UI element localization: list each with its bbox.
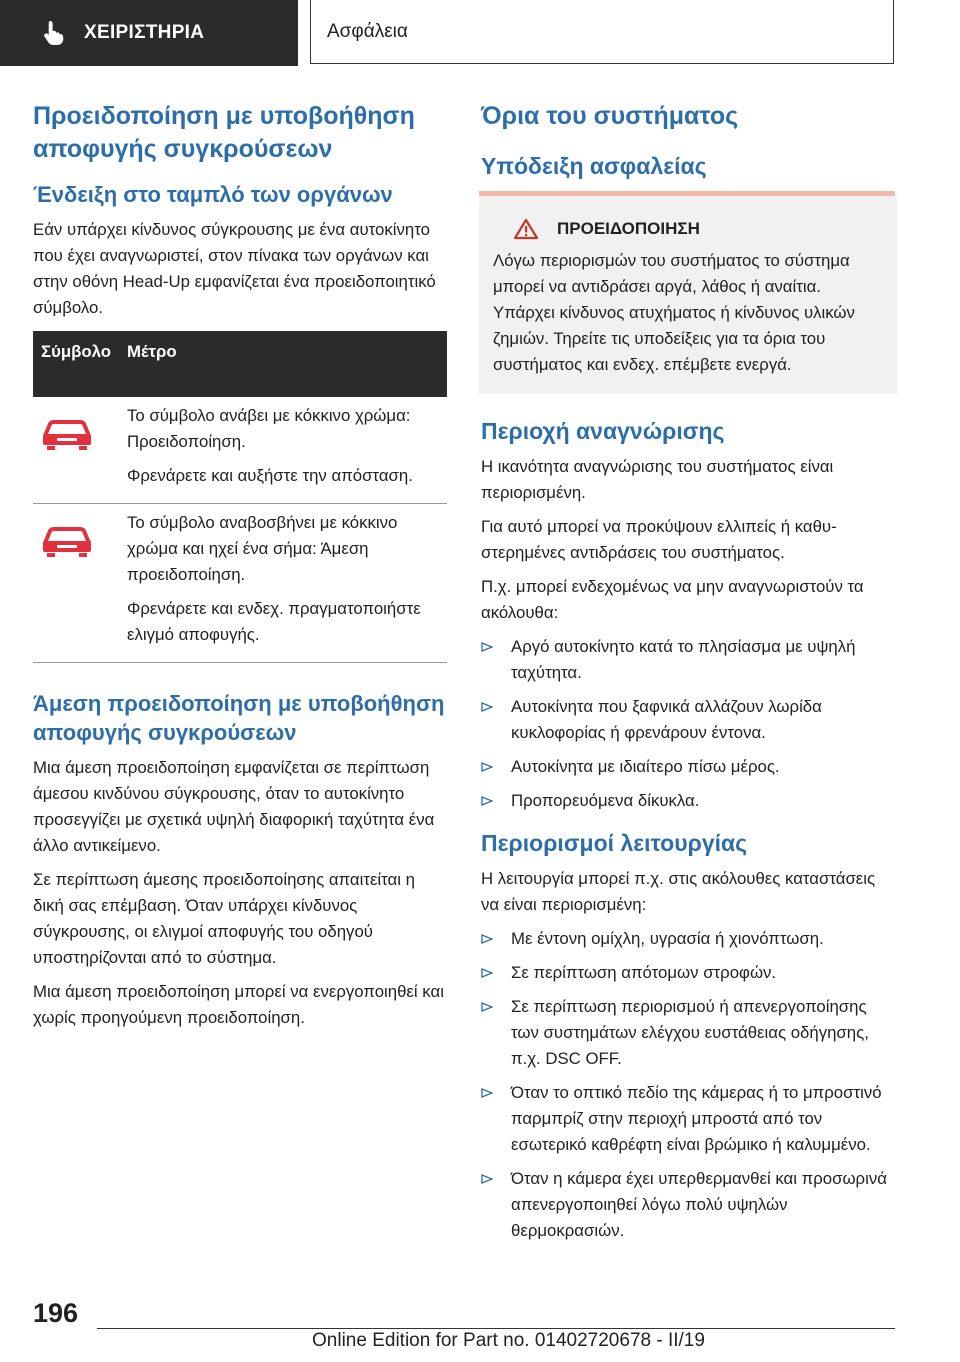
bullet-triangle-icon <box>481 641 493 653</box>
chapter-tab[interactable] <box>0 0 298 66</box>
warning-box <box>479 196 897 394</box>
row2-line1: Το σύμβολο αναβοσβήνει με κόκκινο χρώμα και ηχεί ένα σήμα: Άμεση προειδοποίηση. <box>127 513 398 584</box>
warning-text: Λόγω περιορισμών του συστήματος το σύστημα μπορεί να αντιδράσει αργά, λάθος ή αναίτια. Υπάρχει κίνδυνος ατυχήματος ή κίνδυνος υλικών ζημιών. Τηρείτε τις υποδείξεις για τα όρια του συστήματος και ενδεχ. επέμβετε ενεργά. <box>493 251 855 374</box>
list-item: Αυτοκίνητα με ιδιαίτερο πίσω μέρος. <box>481 754 895 780</box>
section-title: Ασφάλεια <box>327 20 408 42</box>
symbol-table <box>33 331 447 663</box>
hand-pointer-icon <box>40 18 70 48</box>
list-item: Σε περίπτωση απότομων στροφών. <box>481 960 895 986</box>
detection-list <box>481 634 895 814</box>
heading-safety: Υπόδειξη ασφαλείας <box>481 153 707 179</box>
list-item: Προπορευόμενα δίκυκλα. <box>481 788 895 814</box>
bullet-triangle-icon <box>481 795 493 807</box>
section-tab[interactable] <box>310 0 894 64</box>
limits-list <box>481 926 895 1244</box>
heading-detection-range: Περιοχή αναγνώρισης <box>481 418 725 444</box>
bullet-triangle-icon <box>481 933 493 945</box>
red-car-warning-icon <box>41 417 93 451</box>
list-item: Όταν το οπτικό πεδίο της κάμερας ή το μπροστινό παρμπρίζ στην περιοχή μπροστά από τον εσωτερικό καθρέφτη είναι βρώμικο ή καλυμμένο. <box>481 1080 895 1158</box>
paragraph-limits: Η λειτουργία μπορεί π.χ. στις ακόλουθες καταστάσεις να είναι περιορισμένη: <box>481 869 876 914</box>
footer-divider <box>97 1328 895 1329</box>
paragraph-direct-1: Μια άμεση προειδοποίηση εμφανίζεται σε περίπτωση άμεσου κινδύνου σύγκρουσης, όταν το αυτοκίνητο προσεγγίζει με σχετικά υψηλή διαφορική ταχύτητα ένα άλλο αντικείμενο. <box>33 758 435 855</box>
warning-title: ΠΡΟΕΙΔΟΠΟΙΗΣΗ <box>557 219 700 238</box>
paragraph-direct-2: Σε περίπτωση άμεσης προειδοποίησης απαιτείται η δική σας επέμβαση. Όταν υπάρχει κίνδυνος σύγκρουσης, οι ελιγμοί αποφυγής του οδηγού υποστηρίζονται από το σύστημα. <box>33 870 415 967</box>
column-header-measure: Μέτρο <box>127 342 177 361</box>
bullet-triangle-icon <box>481 967 493 979</box>
red-car-warning-icon <box>41 524 93 558</box>
table-header <box>33 331 447 397</box>
bullet-triangle-icon <box>481 1173 493 1185</box>
list-item: Όταν η κάμερα έχει υπερθερμανθεί και προσωρινά απενεργοποιηθεί λόγω πολύ υψηλών θερμοκρασιών. <box>481 1166 895 1244</box>
bullet-triangle-icon <box>481 1001 493 1013</box>
bullet-triangle-icon <box>481 761 493 773</box>
paragraph-detect-1: Η ικανότητα αναγνώρισης του συστήματος είναι περιορισμένη. <box>481 457 834 502</box>
table-row <box>33 397 447 504</box>
warning-triangle-icon <box>513 218 539 240</box>
row2-line2: Φρενάρετε και ενδεχ. πραγματοποιήστε ελιγμό αποφυγής. <box>127 599 421 644</box>
chapter-title: ΧΕΙΡΙΣΤΗΡΙΑ <box>84 22 205 43</box>
list-item: Αυτοκίνητα που ξαφνικά αλλάζουν λωρίδα κυκλοφορίας ή φρενάρουν έντονα. <box>481 694 895 746</box>
right-column <box>481 100 895 1252</box>
row1-line1: Το σύμβολο ανάβει με κόκκινο χρώμα: Προειδοποίηση. <box>127 406 411 451</box>
heading-display: Ένδειξη στο ταμπλό των οργάνων <box>33 182 393 207</box>
list-item: Σε περίπτωση περιορισμού ή απενεργοποίησης των συστημάτων ελέγχου ευστάθειας οδήγησης, π.χ. DSC OFF. <box>481 994 895 1072</box>
column-header-symbol: Σύμβολο <box>41 342 111 361</box>
paragraph-direct-3: Μια άμεση προειδοποίηση μπορεί να ενεργοποιηθεί και χωρίς προηγούμενη προειδοποίηση. <box>33 982 444 1027</box>
footer-edition: Online Edition for Part no. 01402720678 - II/19 <box>312 1330 705 1351</box>
table-row <box>33 504 447 663</box>
list-item: Με έντονη ομίχλη, υγρασία ή χιονόπτωση. <box>481 926 895 952</box>
list-item: Αργό αυτοκίνητο κατά το πλησίασμα με υψηλή ταχύτητα. <box>481 634 895 686</box>
heading-function-limits: Περιορισμοί λειτουργίας <box>481 830 748 856</box>
bullet-triangle-icon <box>481 701 493 713</box>
paragraph-display: Εάν υπάρχει κίνδυνος σύγκρουσης με ένα αυτοκίνητο που έχει αναγνωριστεί, στον πίνακα των οργάνων και στην οθόνη Head-Up εμφανίζεται ένα προειδοποιητικό σύμβολο. <box>33 220 436 317</box>
main-heading-right: Όρια του συστήματος <box>481 102 739 130</box>
bullet-triangle-icon <box>481 1087 493 1099</box>
paragraph-detect-3: Π.χ. μπορεί ενδεχομένως να μην αναγνωριστούν τα ακόλουθα: <box>481 577 864 622</box>
left-column <box>33 100 447 1039</box>
page-number: 196 <box>33 1298 79 1328</box>
row1-line2: Φρενάρετε και αυξήστε την απόσταση. <box>127 466 413 485</box>
main-heading-left: Προειδοποίηση με υποβοήθηση αποφυγής συγκρούσεων <box>33 102 415 163</box>
paragraph-detect-2: Για αυτό μπορεί να προκύψουν ελλιπείς ή καθυστερημένες αντιδράσεις του συστήματος. <box>481 517 837 562</box>
heading-direct-warning: Άμεση προειδοποίηση με υποβοήθηση αποφυγής συγκρούσεων <box>33 691 445 745</box>
page-header <box>0 0 960 66</box>
